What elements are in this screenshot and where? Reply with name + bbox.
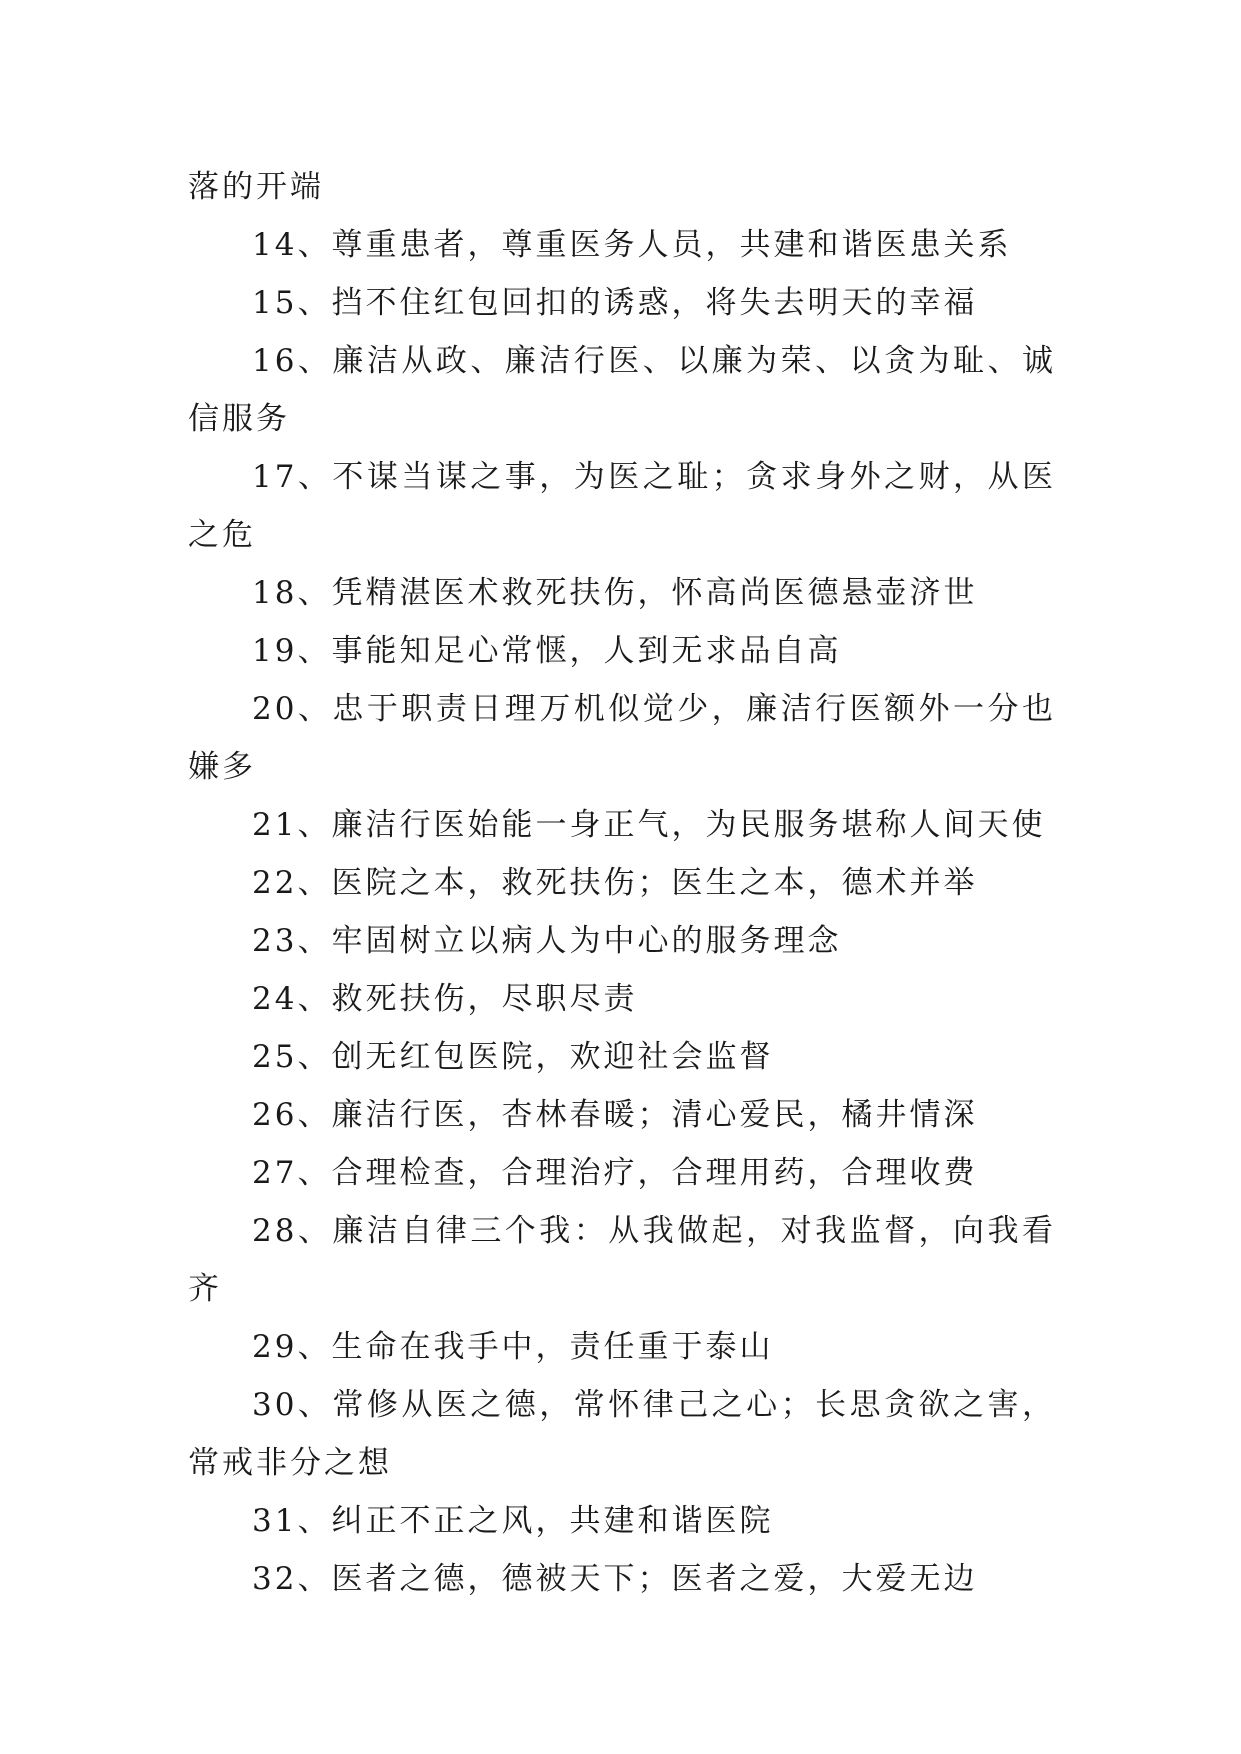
paragraph: 31、纠正不正之风，共建和谐医院 (252, 1503, 774, 1539)
paragraph: 21、廉洁行医始能一身正气，为民服务堪称人间天使 (252, 807, 1046, 843)
paragraph: 17、不谋当谋之事，为医之耻；贪求身外之财，从医之危 (188, 459, 1056, 553)
paragraph: 27、合理检查，合理治疗，合理用药，合理收费 (252, 1155, 978, 1191)
paragraph: 落的开端 (188, 169, 324, 205)
paragraph: 26、廉洁行医，杏林春暖；清心爱民，橘井情深 (252, 1097, 978, 1133)
paragraph: 14、尊重患者，尊重医务人员，共建和谐医患关系 (252, 227, 1012, 263)
paragraph: 32、医者之德，德被天下；医者之爱，大爱无边 (252, 1561, 978, 1597)
paragraph: 30、常修从医之德，常怀律己之心；长思贪欲之害，常戒非分之想 (188, 1387, 1056, 1481)
paragraph: 16、廉洁从政、廉洁行医、以廉为荣、以贪为耻、诚信服务 (188, 343, 1056, 437)
paragraph: 25、创无红包医院，欢迎社会监督 (252, 1039, 774, 1075)
paragraph: 28、廉洁自律三个我：从我做起，对我监督，向我看齐 (188, 1213, 1056, 1307)
paragraph: 24、救死扶伤，尽职尽责 (252, 981, 638, 1017)
paragraph: 29、生命在我手中，责任重于泰山 (252, 1329, 774, 1365)
paragraph: 20、忠于职责日理万机似觉少，廉洁行医额外一分也嫌多 (188, 691, 1056, 785)
paragraph: 19、事能知足心常惬，人到无求品自高 (252, 633, 842, 669)
document-body (188, 158, 1056, 1608)
paragraph: 18、凭精湛医术救死扶伤，怀高尚医德悬壶济世 (252, 575, 978, 611)
paragraph: 22、医院之本，救死扶伤；医生之本，德术并举 (252, 865, 978, 901)
paragraph: 23、牢固树立以病人为中心的服务理念 (252, 923, 842, 959)
paragraph: 15、挡不住红包回扣的诱惑，将失去明天的幸福 (252, 285, 978, 321)
